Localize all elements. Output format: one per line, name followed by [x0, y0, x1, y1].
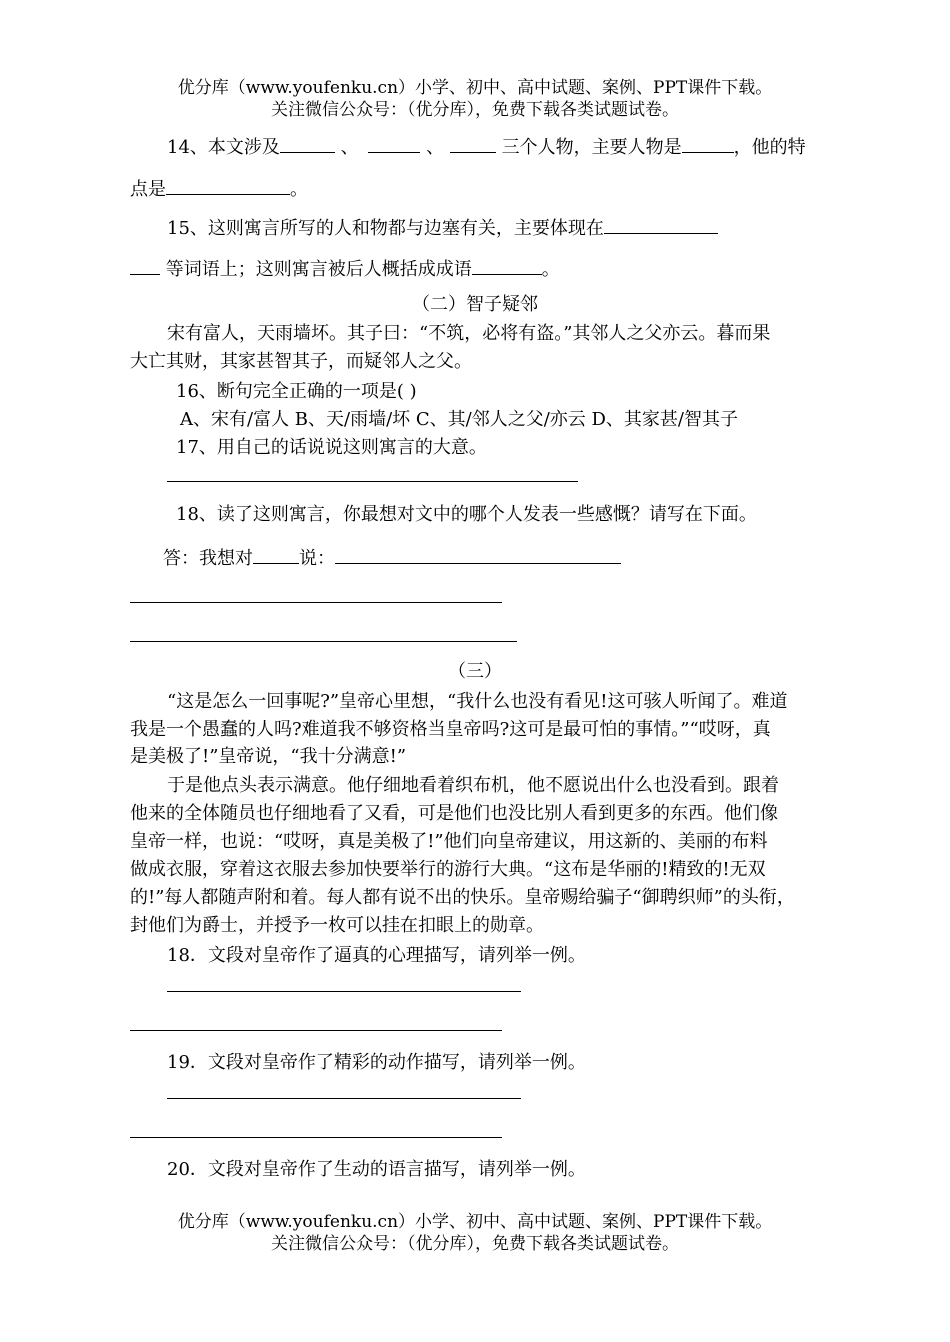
q14-text-e: 。	[290, 179, 308, 200]
section-2-title: （二）智子疑邻	[412, 294, 538, 315]
q14-text-a: 14、本文涉及	[167, 137, 280, 158]
answer-text-b: 说：	[299, 548, 335, 569]
q14-blank-5[interactable]	[166, 176, 290, 195]
passage-3-p2-line-5: 的!”每人都随声附和着。每人都有说不出的快乐。皇帝赐给骗子“御聘织师”的头衔，	[130, 887, 795, 908]
passage-3-p1-line-1: “这是怎么一回事呢?”皇帝心里想，“我什么也没有看见!这可骇人听闻了。难道	[167, 691, 788, 712]
question-19: 19．文段对皇帝作了精彩的动作描写，请列举一例。	[167, 1052, 586, 1073]
question-16-options: A、宋有/富人 B、天/雨墙/坏 C、其/邻人之父/亦云 D、其家甚/智其子	[180, 409, 738, 430]
passage-3-p2-line-6: 封他们为爵士，并授予一枚可以挂在扣眼上的勋章。	[130, 915, 544, 936]
q14-blank-4[interactable]	[682, 134, 734, 153]
passage-3-p1-line-3: 是美极了!”皇帝说，“我十分满意!”	[130, 746, 407, 767]
question-16: 16、断句完全正确的一项是( )	[176, 381, 417, 402]
footer-line-1: 优分库（www.youfenku.cn）小学、初中、高中试题、案例、PPT课件下载。	[177, 1212, 773, 1232]
q15-blank-1[interactable]	[604, 215, 718, 234]
passage-3-p2-line-3: 皇帝一样，也说：“哎呀，真是美极了!”他们向皇帝建议，用这新的、美丽的布料	[130, 831, 768, 852]
answer-line	[163, 545, 621, 571]
q15-text-c: 。	[541, 259, 560, 280]
question-17: 17、用自己的话说说这则寓言的大意。	[176, 437, 487, 458]
header-line-1: 优分库（www.youfenku.cn）小学、初中、高中试题、案例、PPT课件下载。	[177, 78, 773, 98]
passage-3-p2-line-2: 他来的全体随员也仔细地看了又看，可是他们也没比别人看到更多的东西。他们像	[130, 803, 778, 824]
section-3-title: （三）	[448, 661, 502, 682]
q19-answer-line-1[interactable]	[167, 1098, 521, 1099]
question-14	[167, 134, 806, 160]
question-20: 20．文段对皇帝作了生动的语言描写，请列举一例。	[167, 1159, 586, 1180]
question-15-cont	[130, 256, 560, 282]
q14-text-d: 点是	[130, 179, 166, 200]
question-15	[167, 215, 718, 241]
header-line-2: 关注微信公众号：（优分库），免费下载各类试题试卷。	[271, 100, 679, 120]
answer-speech-blank[interactable]	[335, 545, 621, 564]
answer-text-a: 答：我想对	[163, 548, 253, 569]
q15-blank-2[interactable]	[130, 256, 160, 275]
q14-blank-2[interactable]	[368, 134, 420, 153]
q14-blank-1[interactable]	[280, 134, 335, 153]
q15-blank-3[interactable]	[472, 256, 542, 275]
q15-text-b: 等词语上；这则寓言被后人概括成成语	[165, 259, 472, 280]
footer-line-2: 关注微信公众号：（优分库），免费下载各类试题试卷。	[271, 1234, 679, 1254]
question-18-sec2: 18、读了这则寓言，你最想对文中的哪个人发表一些感慨？请写在下面。	[176, 504, 757, 525]
passage-3-p2-line-1: 于是他点头表示满意。他仔细地看着织布机，他不愿说出什么也没看到。跟着	[167, 775, 779, 796]
q19-answer-line-2[interactable]	[130, 1137, 502, 1138]
question-18-sec3: 18．文段对皇帝作了逼真的心理描写，请列举一例。	[167, 945, 586, 966]
passage-2-line-2: 大亡其财，其家甚智其子，而疑邻人之父。	[130, 351, 472, 372]
q14-text-b: 三个人物，主要人物是	[501, 137, 682, 158]
q17-answer-line[interactable]	[167, 481, 578, 482]
q18-sec3-answer-line-1[interactable]	[167, 991, 521, 992]
q14-sep-1: 、	[340, 137, 359, 158]
q14-blank-3[interactable]	[450, 134, 496, 153]
passage-3-p1-line-2: 我是一个愚蠢的人吗?难道我不够资格当皇帝吗?这可是最可怕的事情。”“哎呀，真	[130, 719, 771, 740]
q14-sep-2: 、	[426, 137, 445, 158]
q18-sec3-answer-line-2[interactable]	[130, 1030, 502, 1031]
passage-2-line-1: 宋有富人，天雨墙坏。其子曰：“不筑，必将有盗。”其邻人之父亦云。暮而果	[167, 323, 771, 344]
q15-text-a: 15、这则寓言所写的人和物都与边塞有关，主要体现在	[167, 218, 604, 239]
q18-answer-line-2[interactable]	[130, 641, 517, 642]
q18-answer-line-1[interactable]	[130, 602, 502, 603]
question-14-cont	[130, 176, 308, 202]
passage-3-p2-line-4: 做成衣服，穿着这衣服去参加快要举行的游行大典。“这布是华丽的!精致的!无双	[130, 859, 766, 880]
q14-text-c: ，他的特	[733, 137, 806, 158]
answer-person-blank[interactable]	[253, 545, 299, 564]
